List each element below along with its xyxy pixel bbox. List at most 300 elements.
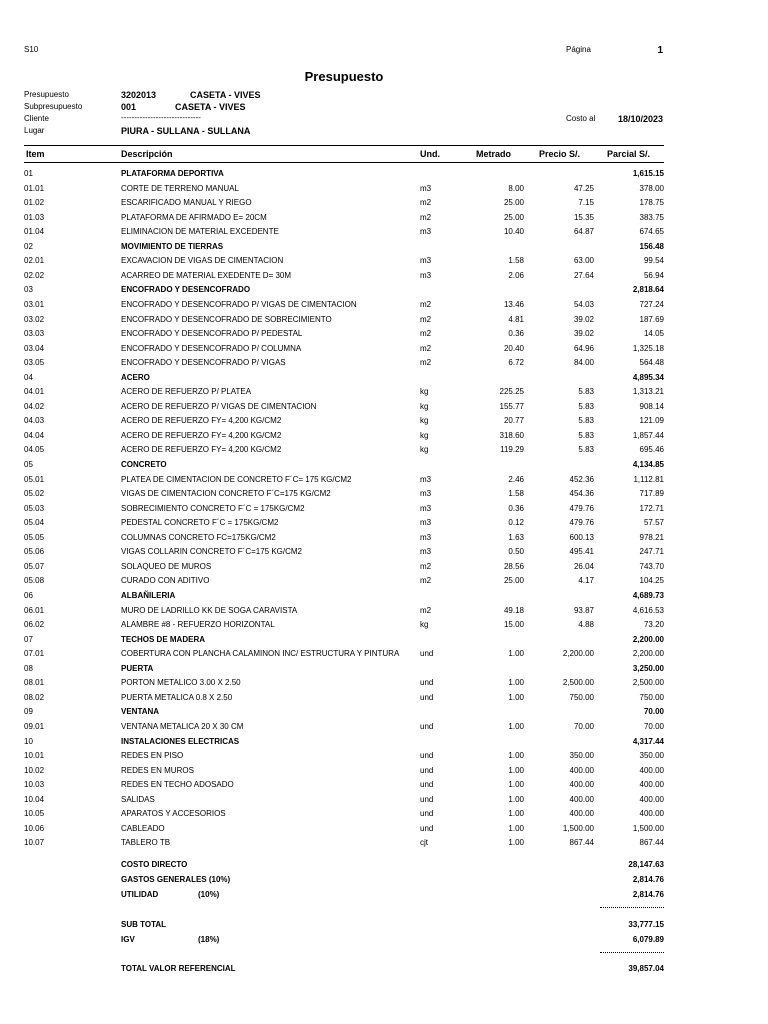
row-description: PLATAFORMA DEPORTIVA xyxy=(121,169,224,178)
row-precio: 39.02 xyxy=(573,329,594,339)
row-description: SALIDAS xyxy=(121,794,155,804)
row-item: 07.01 xyxy=(24,649,45,659)
row-description: CONCRETO xyxy=(121,460,167,469)
subtotal-row xyxy=(0,920,768,934)
total-value: 39,857.04 xyxy=(628,964,664,973)
row-item: 05.03 xyxy=(24,503,45,513)
row-metrado: 6.72 xyxy=(508,358,524,368)
row-item: 01.04 xyxy=(24,227,45,237)
row-precio: 2,500.00 xyxy=(562,678,594,688)
igv-pct: (18%) xyxy=(198,935,220,944)
row-unit: m3 xyxy=(420,256,432,266)
row-description: PLATAFORMA DE AFIRMADO E= 20CM xyxy=(121,212,267,222)
row-parcial: 350.00 xyxy=(639,751,664,760)
subtotal-label: SUB TOTAL xyxy=(121,920,167,929)
row-precio: 4.88 xyxy=(578,620,594,629)
row-parcial: 674.65 xyxy=(639,227,664,237)
row-description: REDES EN PISO xyxy=(121,751,184,760)
row-item: 02 xyxy=(24,241,33,251)
row-parcial: 4,134.85 xyxy=(632,460,664,469)
row-metrado: 20.77 xyxy=(503,416,524,426)
table-row xyxy=(0,766,768,780)
row-parcial: 56.94 xyxy=(643,270,664,280)
row-item: 09.01 xyxy=(24,721,45,731)
page-label: Página xyxy=(566,45,591,54)
row-parcial: 750.00 xyxy=(639,692,664,702)
table-row xyxy=(0,824,768,838)
row-item: 10.04 xyxy=(24,794,45,804)
row-metrado: 0.12 xyxy=(508,518,524,528)
subpresupuesto-code: 001 xyxy=(121,102,137,112)
lugar-label: Lugar xyxy=(24,126,45,135)
row-unit: cjt xyxy=(420,838,428,848)
row-item: 10.01 xyxy=(24,751,45,760)
row-parcial: 1,857.44 xyxy=(632,430,664,440)
table-group-row xyxy=(0,737,768,751)
table-group-row xyxy=(0,591,768,605)
row-parcial: 3,250.00 xyxy=(632,663,664,673)
row-unit: und xyxy=(420,721,434,731)
row-metrado: 119.29 xyxy=(500,445,524,455)
row-unit: m2 xyxy=(420,198,432,208)
report-code: S10 xyxy=(24,45,39,54)
row-metrado: 318.60 xyxy=(499,430,524,440)
utilidad-label: UTILIDAD xyxy=(121,890,159,899)
presupuesto-code: 3202013 xyxy=(121,90,157,100)
row-unit: m3 xyxy=(420,489,432,499)
row-item: 05.02 xyxy=(24,489,45,499)
row-metrado: 0.36 xyxy=(508,503,524,513)
gastos-generales-value: 2,814.76 xyxy=(632,875,664,884)
lugar-value: PIURA - SULLANA - SULLANA xyxy=(121,126,251,136)
row-metrado: 28.56 xyxy=(503,561,524,571)
table-row xyxy=(0,489,768,503)
row-item: 10 xyxy=(24,736,33,746)
row-parcial: 1,112.81 xyxy=(633,474,664,484)
row-item: 10.02 xyxy=(24,765,45,775)
row-metrado: 1.00 xyxy=(508,721,524,731)
costo-directo-label: COSTO DIRECTO xyxy=(121,860,188,869)
row-item: 03.05 xyxy=(24,358,45,368)
row-unit: und xyxy=(420,765,434,775)
row-parcial: 908.14 xyxy=(639,401,664,411)
row-precio: 452.36 xyxy=(569,474,594,484)
igv-value: 6,079.89 xyxy=(632,935,664,944)
row-metrado: 1.00 xyxy=(508,780,524,790)
row-description: EXCAVACION DE VIGAS DE CIMENTACION xyxy=(121,256,284,266)
row-parcial: 695.46 xyxy=(639,445,664,455)
table-row xyxy=(0,576,768,590)
row-item: 06 xyxy=(24,591,33,600)
table-group-row xyxy=(0,373,768,387)
row-unit: m2 xyxy=(420,605,432,615)
row-unit: m3 xyxy=(420,183,432,193)
gastos-generales-row xyxy=(0,875,768,889)
table-row xyxy=(0,329,768,343)
col-parcial: Parcial S/. xyxy=(607,149,651,159)
row-unit: und xyxy=(420,823,434,833)
row-item: 03.02 xyxy=(24,314,45,324)
row-description: SOLAQUEO DE MUROS xyxy=(121,561,212,571)
row-unit: m3 xyxy=(420,474,432,484)
row-precio: 5.83 xyxy=(578,430,594,440)
row-metrado: 2.06 xyxy=(508,270,524,280)
row-item: 08 xyxy=(24,663,33,673)
igv-label: IGV xyxy=(121,935,135,944)
table-row xyxy=(0,518,768,532)
row-precio: 27.64 xyxy=(573,270,594,280)
row-metrado: 225.25 xyxy=(499,387,524,397)
row-item: 03.01 xyxy=(24,300,45,309)
row-precio: 5.83 xyxy=(578,416,594,426)
row-parcial: 867.44 xyxy=(639,838,664,848)
table-row xyxy=(0,838,768,852)
col-precio: Precio S/. xyxy=(539,149,581,159)
subpresupuesto-label: Subpresupuesto xyxy=(24,102,83,111)
row-parcial: 400.00 xyxy=(639,809,664,819)
igv-row xyxy=(0,935,768,949)
row-parcial: 378.00 xyxy=(639,183,664,193)
row-metrado: 13.46 xyxy=(503,300,524,309)
utilidad-row xyxy=(0,890,768,904)
row-parcial: 14.05 xyxy=(643,329,664,339)
row-parcial: 2,200.00 xyxy=(632,649,664,659)
table-row xyxy=(0,606,768,620)
row-unit: und xyxy=(420,649,434,659)
row-parcial: 400.00 xyxy=(639,794,664,804)
row-unit: m2 xyxy=(420,314,432,324)
row-description: ENCOFRADO Y DESENCOFRADO DE SOBRECIMIENTO xyxy=(121,314,332,324)
row-unit: m3 xyxy=(420,518,432,528)
row-description: PORTON METALICO 3.00 X 2.50 xyxy=(121,678,241,688)
row-precio: 64.96 xyxy=(573,343,594,353)
table-row xyxy=(0,795,768,809)
row-metrado: 25.00 xyxy=(503,212,524,222)
row-metrado: 1.00 xyxy=(508,823,524,833)
row-precio: 1,500.00 xyxy=(562,823,594,833)
row-precio: 400.00 xyxy=(569,765,594,775)
row-unit: kg xyxy=(420,416,429,426)
row-description: ACARREO DE MATERIAL EXEDENTE D= 30M xyxy=(121,270,292,280)
row-unit: und xyxy=(420,692,434,702)
table-row xyxy=(0,387,768,401)
row-unit: und xyxy=(420,751,434,760)
row-unit: m3 xyxy=(420,503,432,513)
row-unit: m2 xyxy=(420,358,432,368)
row-metrado: 1.63 xyxy=(508,532,524,542)
row-description: VENTANA xyxy=(121,707,160,717)
row-item: 04 xyxy=(24,372,33,382)
table-row xyxy=(0,504,768,518)
row-parcial: 978.21 xyxy=(639,532,664,542)
row-metrado: 1.00 xyxy=(508,649,524,659)
row-description: ENCOFRADO Y DESENCOFRADO P/ PEDESTAL xyxy=(121,329,303,339)
row-parcial: 1,325.18 xyxy=(632,343,664,353)
row-precio: 400.00 xyxy=(569,794,594,804)
row-unit: m3 xyxy=(420,227,432,237)
row-description: APARATOS Y ACCESORIOS xyxy=(121,809,226,819)
row-parcial: 178.75 xyxy=(639,198,664,208)
row-item: 10.05 xyxy=(24,809,45,819)
gastos-generales-label: GASTOS GENERALES (10%) xyxy=(121,875,231,884)
row-parcial: 4,689.73 xyxy=(632,591,664,600)
row-precio: 4.17 xyxy=(578,576,594,586)
row-metrado: 1.58 xyxy=(508,489,524,499)
table-row xyxy=(0,547,768,561)
row-item: 10.03 xyxy=(24,780,45,790)
row-unit: m2 xyxy=(420,343,432,353)
row-description: INSTALACIONES ELECTRICAS xyxy=(121,736,240,746)
table-row xyxy=(0,184,768,198)
row-item: 05.05 xyxy=(24,532,45,542)
row-metrado: 20.40 xyxy=(503,343,524,353)
row-item: 07 xyxy=(24,634,33,644)
row-item: 02.01 xyxy=(24,256,45,266)
table-row xyxy=(0,213,768,227)
row-unit: kg xyxy=(420,387,429,397)
table-row xyxy=(0,809,768,823)
row-precio: 5.83 xyxy=(578,387,594,397)
row-metrado: 0.36 xyxy=(508,329,524,339)
table-row xyxy=(0,227,768,241)
row-metrado: 25.00 xyxy=(503,198,524,208)
row-description: ACERO DE REFUERZO FY= 4,200 KG/CM2 xyxy=(121,416,282,426)
row-item: 03.03 xyxy=(24,329,45,339)
row-description: ACERO xyxy=(121,372,150,382)
row-description: MOVIMIENTO DE TIERRAS xyxy=(121,241,224,251)
table-row xyxy=(0,300,768,314)
row-item: 05 xyxy=(24,460,33,469)
row-description: VIGAS COLLARIN CONCRETO F´C=175 KG/CM2 xyxy=(121,547,303,557)
row-item: 10.07 xyxy=(24,838,45,848)
row-metrado: 1.00 xyxy=(508,678,524,688)
cliente-value: ------------------------------ xyxy=(121,113,201,122)
cliente-label: Cliente xyxy=(24,114,49,123)
subpresupuesto-name: CASETA - VIVES xyxy=(175,102,246,112)
row-parcial: 4,317.44 xyxy=(632,736,664,746)
table-row xyxy=(0,475,768,489)
row-description: REDES EN MUROS xyxy=(121,765,194,775)
table-group-row xyxy=(0,707,768,721)
row-unit: kg xyxy=(420,430,429,440)
row-description: PUERTA xyxy=(121,663,154,673)
row-metrado: 25.00 xyxy=(503,576,524,586)
table-row xyxy=(0,722,768,736)
row-item: 08.02 xyxy=(24,692,45,702)
row-parcial: 121.09 xyxy=(639,416,664,426)
row-description: ENCOFRADO Y DESENCOFRADO P/ VIGAS xyxy=(121,358,286,368)
row-metrado: 155.77 xyxy=(499,401,524,411)
row-unit: kg xyxy=(420,445,429,455)
row-metrado: 1.00 xyxy=(508,794,524,804)
row-description: ACERO DE REFUERZO FY= 4,200 KG/CM2 xyxy=(121,445,282,455)
row-unit: m2 xyxy=(420,300,432,309)
row-item: 02.02 xyxy=(24,270,45,280)
row-precio: 47.25 xyxy=(573,183,594,193)
row-metrado: 1.58 xyxy=(508,256,524,266)
table-row xyxy=(0,431,768,445)
row-metrado: 1.00 xyxy=(508,692,524,702)
row-precio: 454.36 xyxy=(569,489,594,499)
table-row xyxy=(0,751,768,765)
utilidad-value: 2,814.76 xyxy=(632,890,664,899)
table-group-row xyxy=(0,242,768,256)
row-precio: 54.03 xyxy=(573,300,594,309)
row-precio: 479.76 xyxy=(569,518,594,528)
row-item: 04.02 xyxy=(24,401,45,411)
row-precio: 750.00 xyxy=(569,692,594,702)
row-parcial: 172.71 xyxy=(639,503,664,513)
row-item: 01.01 xyxy=(24,183,45,193)
row-description: REDES EN TECHO ADOSADO xyxy=(121,780,234,790)
row-parcial: 1,313.21 xyxy=(632,387,664,397)
table-row xyxy=(0,402,768,416)
table-row xyxy=(0,620,768,634)
page-number: 1 xyxy=(657,45,663,56)
total-row xyxy=(0,964,768,978)
presupuesto-name: CASETA - VIVES xyxy=(190,90,261,100)
table-row xyxy=(0,256,768,270)
row-description: SOBRECIMIENTO CONCRETO F´C = 175KG/CM2 xyxy=(121,503,305,513)
row-parcial: 564.48 xyxy=(639,358,664,368)
row-precio: 495.41 xyxy=(569,547,594,557)
row-description: ENCOFRADO Y DESENCOFRADO xyxy=(121,285,251,295)
row-description: CABLEADO xyxy=(121,823,165,833)
dashed-separator xyxy=(600,907,664,908)
subtotal-value: 33,777.15 xyxy=(628,920,664,929)
row-description: MURO DE LADRILLO KK DE SOGA CARAVISTA xyxy=(121,605,298,615)
row-parcial: 70.00 xyxy=(643,707,664,717)
row-item: 01.02 xyxy=(24,198,45,208)
page-title: Presupuesto xyxy=(304,69,384,84)
row-precio: 15.35 xyxy=(573,212,594,222)
row-parcial: 57.57 xyxy=(643,518,664,528)
row-item: 01.03 xyxy=(24,212,45,222)
row-metrado: 0.50 xyxy=(508,547,524,557)
row-precio: 26.04 xyxy=(573,561,594,571)
row-item: 05.04 xyxy=(24,518,45,528)
row-description: ENCOFRADO Y DESENCOFRADO P/ COLUMNA xyxy=(121,343,302,353)
row-precio: 400.00 xyxy=(569,809,594,819)
row-precio: 350.00 xyxy=(569,751,594,760)
table-row xyxy=(0,780,768,794)
costo-date: 18/10/2023 xyxy=(617,114,663,124)
row-description: CORTE DE TERRENO MANUAL xyxy=(121,183,239,193)
row-precio: 5.83 xyxy=(578,445,594,455)
row-item: 05.01 xyxy=(24,474,45,484)
row-unit: m2 xyxy=(420,576,432,586)
row-precio: 600.13 xyxy=(569,532,594,542)
row-item: 06.01 xyxy=(24,605,45,615)
row-precio: 479.76 xyxy=(569,503,594,513)
row-metrado: 2.46 xyxy=(508,474,524,484)
row-parcial: 104.25 xyxy=(639,576,664,586)
row-precio: 5.83 xyxy=(578,401,594,411)
row-parcial: 1,500.00 xyxy=(632,823,664,833)
row-unit: und xyxy=(420,780,434,790)
presupuesto-label: Presupuesto xyxy=(24,90,69,99)
table-group-row xyxy=(0,664,768,678)
col-metrado: Metrado xyxy=(476,149,512,159)
costo-directo-row xyxy=(0,860,768,874)
row-metrado: 1.00 xyxy=(508,751,524,760)
costo-label: Costo al xyxy=(566,114,596,123)
row-metrado: 1.00 xyxy=(508,765,524,775)
table-row xyxy=(0,358,768,372)
row-item: 04.04 xyxy=(24,430,45,440)
row-precio: 7.15 xyxy=(578,198,594,208)
row-item: 09 xyxy=(24,707,33,717)
table-row xyxy=(0,649,768,663)
row-precio: 867.44 xyxy=(569,838,594,848)
row-item: 06.02 xyxy=(24,620,45,629)
row-description: TECHOS DE MADERA xyxy=(121,634,206,644)
row-parcial: 99.54 xyxy=(643,256,664,266)
table-row xyxy=(0,678,768,692)
row-item: 01 xyxy=(24,169,33,178)
row-unit: kg xyxy=(420,620,429,629)
row-metrado: 49.18 xyxy=(503,605,524,615)
row-metrado: 4.81 xyxy=(508,314,524,324)
row-unit: m2 xyxy=(420,329,432,339)
row-parcial: 743.70 xyxy=(639,561,664,571)
row-description: VIGAS DE CIMENTACION CONCRETO F´C=175 KG/CM2 xyxy=(121,489,331,499)
total-label: TOTAL VALOR REFERENCIAL xyxy=(121,964,236,973)
row-description: PEDESTAL CONCRETO F´C = 175KG/CM2 xyxy=(121,518,279,528)
row-item: 03 xyxy=(24,285,33,295)
row-description: ALBAÑILERIA xyxy=(121,591,176,600)
row-precio: 400.00 xyxy=(569,780,594,790)
table-row xyxy=(0,198,768,212)
row-description: TABLERO TB xyxy=(121,838,171,848)
row-parcial: 247.71 xyxy=(639,547,664,557)
table-group-row xyxy=(0,285,768,299)
row-parcial: 187.69 xyxy=(639,314,664,324)
row-metrado: 1.00 xyxy=(508,809,524,819)
table-row xyxy=(0,693,768,707)
table-row xyxy=(0,271,768,285)
row-description: COLUMNAS CONCRETO FC=175KG/CM2 xyxy=(121,532,276,542)
row-precio: 70.00 xyxy=(573,721,594,731)
row-parcial: 2,818.64 xyxy=(632,285,664,295)
row-item: 03.04 xyxy=(24,343,45,353)
table-group-row xyxy=(0,169,768,183)
row-item: 05.08 xyxy=(24,576,45,586)
costo-directo-value: 28,147.63 xyxy=(628,860,664,869)
table-row xyxy=(0,315,768,329)
row-parcial: 400.00 xyxy=(639,780,664,790)
row-unit: und xyxy=(420,809,434,819)
row-parcial: 4,895.34 xyxy=(632,372,664,382)
table-row xyxy=(0,562,768,576)
row-item: 04.05 xyxy=(24,445,45,455)
row-parcial: 383.75 xyxy=(639,212,664,222)
row-item: 04.03 xyxy=(24,416,45,426)
table-group-row xyxy=(0,460,768,474)
row-description: PUERTA METALICA 0.8 X 2.50 xyxy=(121,692,233,702)
row-description: ALAMBRE #8 - REFUERZO HORIZONTAL xyxy=(121,620,275,629)
row-unit: m3 xyxy=(420,547,432,557)
row-unit: m2 xyxy=(420,212,432,222)
row-parcial: 717.89 xyxy=(639,489,664,499)
row-description: ELIMINACION DE MATERIAL EXCEDENTE xyxy=(121,227,279,237)
row-unit: m2 xyxy=(420,561,432,571)
row-precio: 39.02 xyxy=(573,314,594,324)
row-precio: 93.87 xyxy=(573,605,594,615)
row-item: 08.01 xyxy=(24,678,45,688)
row-parcial: 727.24 xyxy=(639,300,664,309)
row-description: COBERTURA CON PLANCHA CALAMINON INC/ ESTRUCTURA Y PINTURA xyxy=(121,649,400,659)
